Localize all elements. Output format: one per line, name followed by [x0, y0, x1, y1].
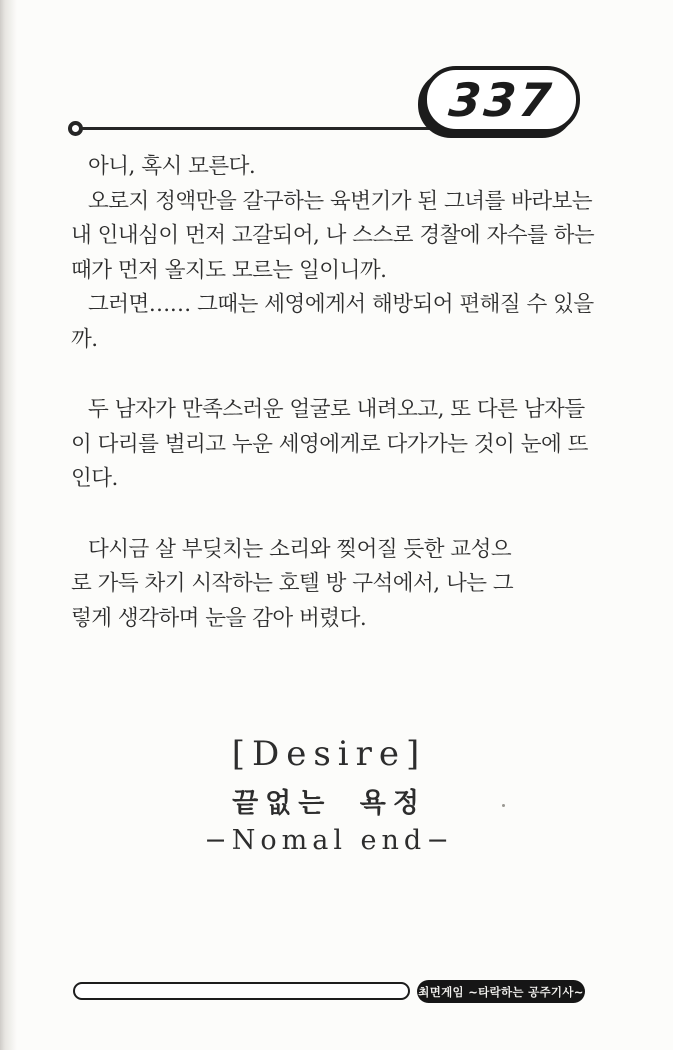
- body-text-line: 로 가득 차기 시작하는 호텔 방 구석에서, 나는 그: [71, 571, 514, 596]
- body-text-line: 다시금 살 부딪치는 소리와 찢어질 듯한 교성으: [88, 536, 512, 562]
- body-text-line: 때가 먼저 올지도 모르는 일이니까.: [71, 257, 387, 283]
- header-rule-ring: [68, 121, 83, 136]
- body-text-line: 이 다리를 벌리고 누운 세영에게로 다가가는 것이 눈에 뜨: [71, 431, 588, 457]
- page-number: 337: [446, 72, 557, 127]
- body-text-line: 그러면…… 그때는 세영에게서 해방되어 편해질 수 있을: [88, 292, 594, 317]
- page-number-badge: [423, 66, 580, 133]
- body-text-line: 아니, 혹시 모른다.: [88, 154, 256, 179]
- body-text-line: 까.: [71, 326, 98, 352]
- footer-series-badge: [417, 980, 585, 1003]
- footer-series-title: 최면게임 ~타락하는 공주기사~: [418, 984, 584, 999]
- paragraph-gap: [71, 497, 601, 533]
- scan-speck: [502, 804, 505, 807]
- body-text-line: 렇게 생각하며 눈을 감아 버렸다.: [71, 605, 367, 631]
- ending-normal-end-label: −Nomal end−: [204, 825, 454, 856]
- ending-title-korean: 끝없는 욕정: [232, 788, 426, 819]
- scanned-page-edge-shading: [0, 0, 18, 1050]
- ending-section: [0, 732, 658, 858]
- body-text-line: 내 인내심이 먼저 고갈되어, 나 스스로 경찰에 자수를 하는: [71, 223, 595, 248]
- body-text-line: 인다.: [71, 466, 118, 491]
- paragraph-gap: [71, 357, 601, 393]
- body-text: [71, 150, 601, 636]
- body-text-line: 두 남자가 만족스러운 얼굴로 내려오고, 또 다른 남자들: [88, 397, 585, 422]
- header-rule-line: [75, 127, 445, 130]
- body-text-line: 오로지 정액만을 갈구하는 육변기가 된 그녀를 바라보는: [88, 188, 593, 214]
- ending-title-english: [Desire]: [231, 734, 427, 774]
- footer-blank-pill: [73, 982, 410, 1000]
